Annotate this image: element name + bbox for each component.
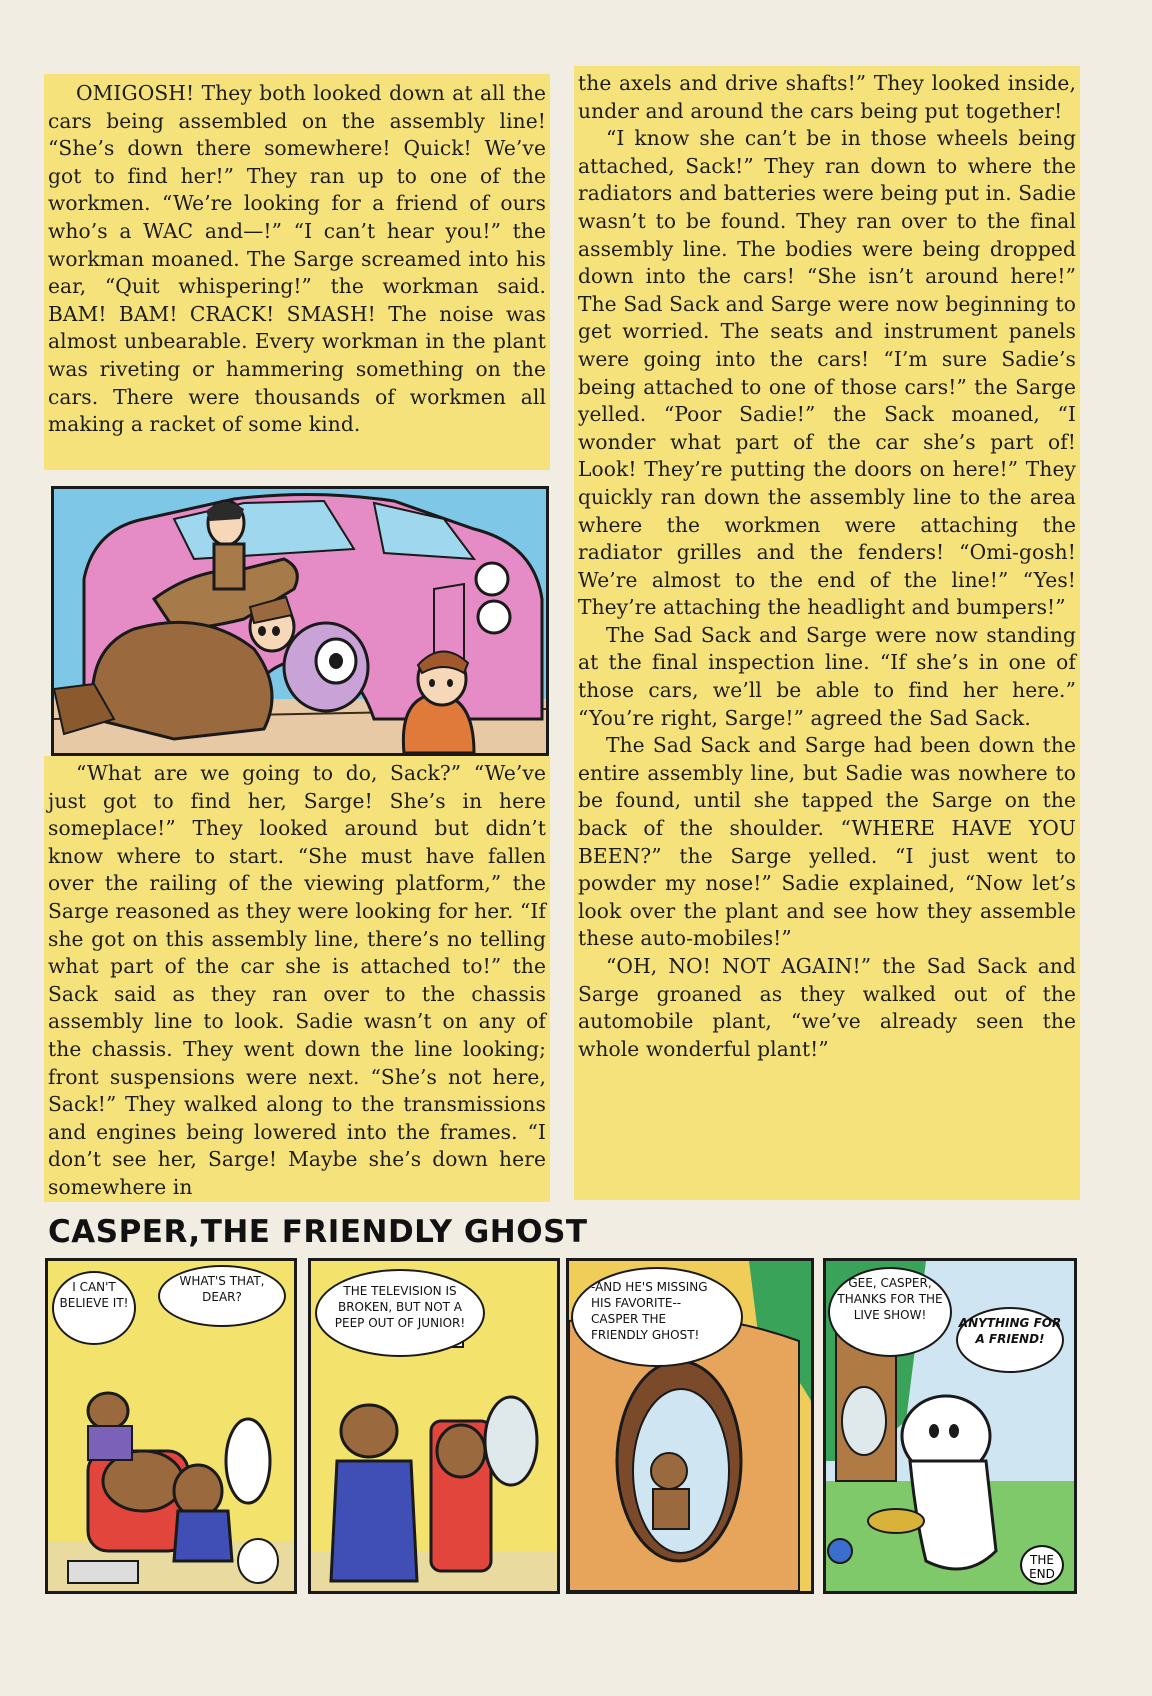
speech-balloon-2: THE TELEVISION IS BROKEN, BUT NOT A PEEP OUT OF JUNIOR!	[315, 1269, 485, 1357]
story-paragraph: The Sad Sack and Sarge were now standing at the final inspection line. “If she’s in one of those cars, we’ll be able to find her here.” “You’re right, Sarge!” agreed the Sad Sack.	[578, 622, 1076, 730]
speech-balloon-4a: GEE, CASPER, THANKS FOR THE LIVE SHOW!	[828, 1267, 952, 1357]
casper-panel-4	[823, 1258, 1077, 1594]
story-paragraph: OMIGOSH! They both looked down at all the cars being assembled on the assembly line! “She’s down there somewhere! Quick! We’ve got to find her!” They ran up to one of the workmen. “We’re looking for a friend of ours who’s a WAC and—!” “I can’t hear you!” the workman moaned. The Sarge screamed into his ear, “Quit whispering!” the workman said. BAM! BAM! CRACK! SMASH! The noise was almost unbearable. Every workman in the plant was riveting or hammering something on the cars. There were thousands of workmen all making a racket of some kind.	[48, 81, 546, 437]
the-end-tag: THE END	[1020, 1545, 1064, 1585]
story-paragraph: “I know she can’t be in those wheels being attached, Sack!” They ran down to where the radiators and batteries were being put in. Sadie wasn’t to be found. They ran over to the final assembly line. The bodies were being dropped down into the cars! “She isn’t around here!” The Sad Sack and Sarge were now beginning to get worried. The seats and instrument panels were going into the cars! “I’m sure Sadie’s being attached to one of those cars!” the Sarge yelled. “Poor Sadie!” the Sack moaned, “I wonder what part of the car she’s part of! Look! They’re putting the doors on here!” They quickly ran down the assembly line to the area where the workmen were attaching the radiator grilles and the fenders! “Omi-gosh! We’re almost to the end of the line!” “Yes! They’re attaching the headlight and bumpers!”	[578, 126, 1076, 620]
speech-balloon-3: -AND HE'S MISSING HIS FAVORITE-- CASPER THE FRIENDLY GHOST!	[571, 1267, 743, 1367]
sad-sack-panel	[51, 486, 549, 756]
story-paragraph: The Sad Sack and Sarge had been down the entire assembly line, but Sadie was nowhere to be found, until she tapped the Sarge on the back of the shoulder. “WHERE HAVE YOU BEEN?” the Sarge yelled. “I just went to powder my nose!” Sadie explained, “Now let’s look over the plant and see how they assemble these auto-mobiles!”	[578, 733, 1076, 951]
story-paragraph: the axels and drive shafts!” They looked inside, under and around the cars being put together!	[578, 71, 1076, 123]
story-paragraph: “What are we going to do, Sack?” “We’ve just got to find her, Sarge! She’s in here someplace!” They looked around but didn’t know where to start. “She must have fallen over the railing of the viewing platform,” the Sarge reasoned as they were looking for her. “If she got on this assembly line, there’s no telling what part of the car she is attached to!” the Sack said as they ran over to the chassis assembly line to look. Sadie wasn’t on any of the chassis. They went down the line looking; front suspensions were next. “She’s not here, Sack!” They walked along to the transmissions and engines being lowered into the frames. “I don’t see her, Sarge! Maybe she’s down here somewhere in	[48, 761, 546, 1199]
story-column-left-bottom	[48, 760, 546, 1202]
casper-panel-1	[45, 1258, 297, 1594]
speech-balloon-1b: WHAT'S THAT, DEAR?	[158, 1265, 286, 1327]
speech-balloon-4b: ANYTHING FOR A FRIEND!	[956, 1307, 1064, 1373]
strip-title: CASPER,THE FRIENDLY GHOST	[48, 1214, 588, 1250]
assembly-line-illustration	[54, 489, 546, 753]
story-column-left-top	[48, 80, 546, 439]
story-paragraph: “OH, NO! NOT AGAIN!” the Sad Sack and Sarge groaned as they walked out of the automobile plant, “we’ve already seen the whole wonderful plant!”	[578, 954, 1076, 1061]
casper-panel-3	[566, 1258, 814, 1594]
casper-panel-2	[308, 1258, 560, 1594]
speech-balloon-1a: I CAN'T BELIEVE IT!	[52, 1271, 136, 1345]
story-column-right	[578, 70, 1076, 1063]
